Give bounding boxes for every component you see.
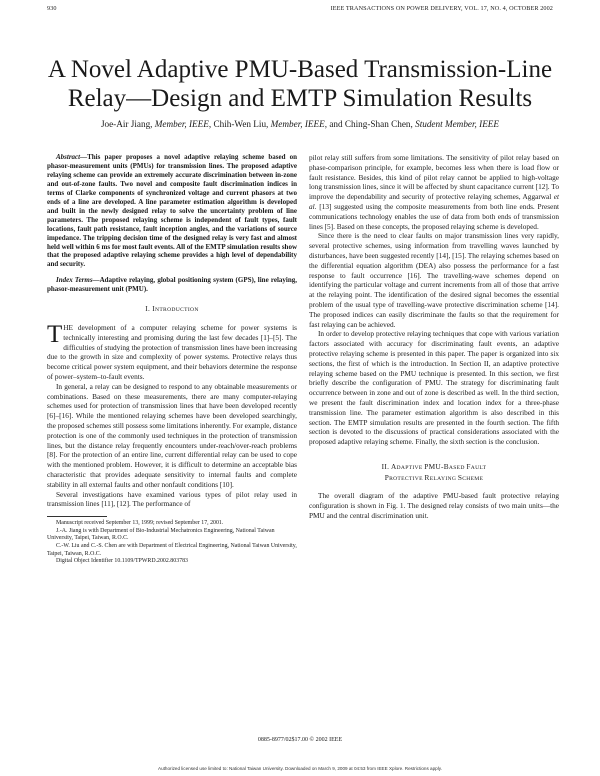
- section-2-pmu: PMU-B: [424, 461, 449, 471]
- page-number: 930: [47, 5, 57, 12]
- section-1-rest: NTRODUCTION: [155, 307, 199, 314]
- authorized-use-notice: Authorized licensed use limited to: National Taiwan University. Downloaded on March 9, 2009 at 04:53 from IEEE Xplore. Restrictions apply.: [158, 766, 442, 771]
- author-list: [30, 118, 570, 130]
- title-line-2: Relay—Design and EMTP Simulation Results: [67, 85, 533, 112]
- copyright-line: 0885-8977/02$17.00 © 2002 IEEE: [257, 737, 343, 743]
- section-2-word-3: AULT: [470, 464, 487, 471]
- index-terms: [47, 276, 297, 294]
- left-column: [47, 153, 297, 566]
- section-2-number: II.: [381, 461, 391, 471]
- footnote-author-1: J.-A. Jiang is with Department of Bio-Industrial Mechatronics Engineering, National Taiwan University, Taipei, Taiwan, R.O.C.: [47, 527, 275, 542]
- section-2-word-6: CHEME: [462, 475, 484, 482]
- abstract-label: Abstract—: [56, 153, 88, 161]
- author-3-role: Student Member, IEEE: [415, 119, 500, 129]
- right-paragraph-2: Since there is the need to clear faults on major transmission lines very rapidly, several protective schemes, using information from travelling waves launched by disturbances, have been suggested recently [14], [15]. The relaying schemes based on the differential equation algorithm (DEA) also possess the performance for a fast response to fault occurrence [16]. The travelling-wave schemes depend on identifying the particular voltage and current increments from all of those that arrive at the relaying point. The identification of the desired signal becomes the essential problem of the usual type of travelling-wave protective discrimination scheme [14]. The proposed indices can easily discriminate the faults so that the requirement for fast relaying can be achieved.: [309, 231, 559, 329]
- abstract: [47, 153, 297, 269]
- title-line-1: A Novel Adaptive PMU-Based Transmission-Line: [47, 56, 553, 83]
- section-2-initial-p: P: [384, 472, 390, 482]
- footnote-author-2-3: C.-W. Liu and C.-S. Chen are with Department of Electrical Engineering, National Taiwan University, Taipei, Taiwan, R.O.C.: [47, 543, 297, 557]
- footnote-doi: Digital Object Identifier 10.1109/TPWRD.2002.803783: [56, 558, 188, 565]
- right-paragraph-3: In order to develop protective relaying techniques that cope with various variation factors associated with accuracy for discriminating fault events, an adaptive protective relaying scheme is presented in this paper. The paper is organized into six sections, the first of which is the introduction. In Section II, an adaptive protective relaying scheme based on the PMU technique is presented. In this section, we first briefly describe the configuration of PMU. The strategy for discriminating fault occurrence between in zone and out of zone is described as well. In the third section, we present the fault discrimination index and location index for a three-phase transmission line. The parameter estimation algorithm is also described in this section. The EMTP simulation results are presented in the fourth section. The fifth section is devoted to the discussions of practical considerations associated with the proposed adaptive relaying scheme. Finally, the sixth section is the conclusion.: [309, 329, 559, 447]
- right-p1-end: [13] suggested using the composite measurements from both line ends. Present communications technology enables the use of data from both ends of transmission lines [5]. Based on these concepts, the proposed relaying scheme is developed.: [309, 201, 559, 231]
- right-paragraph-4: The overall diagram of the adaptive PMU-based fault protective relaying configuration is shown in Fig. 1. The designed relay consists of two main units—the PMU and the central discrimination unit.: [309, 490, 559, 520]
- section-2-word-4: ROTECTIVE: [389, 475, 425, 482]
- author-1-role: Member, IEEE: [154, 119, 209, 129]
- section-heading-adaptive: [309, 462, 559, 484]
- intro-paragraph-3: Several investigations have examined various types of pilot relay used in transmission lines [11], [12]. The performance of: [47, 489, 297, 509]
- section-2-initial-f: F: [466, 461, 471, 471]
- section-2-initial-r: R: [424, 472, 430, 482]
- right-paragraph-1: [309, 153, 559, 231]
- drop-cap: T: [47, 321, 63, 349]
- footnote-divider: [47, 516, 107, 517]
- footnote-received: Manuscript received September 13, 1999; revised September 17, 2001.: [56, 520, 224, 527]
- intro-p1-text: HE development of a computer relaying scheme for power systems is technically interesting and promising during the last few decades [1]–[5]. The difficulties of studying the protection of transmission lines have been increasing due to the growth in size and complexity of power systems. Protective relays thus become critical power system equipment, and their behaviors determine the response of power–system–to-fault events.: [47, 323, 297, 382]
- author-2-role: Member, IEEE: [270, 119, 325, 129]
- section-heading-introduction: [47, 304, 297, 316]
- section-2-word-2: ASED: [448, 464, 467, 471]
- section-1-initial: I: [152, 304, 155, 314]
- right-p1-text: pilot relay still suffers from some limitations. The sensitivity of pilot relay based on phase-comparison principle, for example, becomes less when there is load flow or fault resistance. Besides, this kind of pilot relay cannot be applied to high-voltage long transmission lines, since it will be affected by shunt capacitance current [12]. To improve the dependability and security of protective relaying schemes, Aggarwal: [309, 153, 559, 202]
- intro-paragraph-2: In general, a relay can be designed to respond to any obtainable measurements or combinations. Based on these measurements, there are many computer-relaying schemes used for protection of transmission lines that have been developed recently [6]–[16]. While the mentioned relaying schemes have been developed searchingly, the proposed schemes still possess some limitations inherently. For example, distance protection is one of the commonly used techniques in the protection of transmission lines, but the distance relay frequently encounters under-reach/over-reach problems [8]. For the protection of an entire line, current differential relay can be used to cope with the mentioned problem. However, it is difficult to determine an acceptable bias characteristic that provides adequate sensitivity to internal faults and complete stability in all external faults and other nonfault conditions [10].: [47, 381, 297, 489]
- intro-paragraph-1: [47, 323, 297, 382]
- journal-header: IEEE TRANSACTIONS ON POWER DELIVERY, VOL. 17, NO. 4, OCTOBER 2002: [330, 5, 553, 12]
- right-column: [309, 153, 559, 520]
- paper-title: [30, 55, 570, 113]
- index-terms-text: Adaptive relaying, global positioning system (GPS), line relaying, phasor-measurement unit (PMU).: [47, 276, 298, 294]
- section-2-word-5: ELAYING: [429, 475, 458, 482]
- abstract-text: This paper proposes a novel adaptive relaying scheme based on phasor-measurement units (PMUs) for transmission lines. The proposed adaptive relaying scheme can provide an extremely accurate discrimination between in-zone and out-of-zone faults. Two novel and composite fault discrimination indices in terms of Clarke components of synchronized voltage and current phasors at two ends of a line are developed. A line parameter estimation algorithm is developed and built in the newly designed relay to solve the uncertainty problem of line parameters. The proposed relaying scheme is independent of fault types, fault locations, fault path resistance, fault inception angles, and the variations of source impedance. The tripping decision time of the designed relay is very fast and almost held well within 6 ms for most fault events. All of the EMTP simulation results show that the proposed adaptive relaying scheme provides a high level of dependability and security.: [47, 153, 297, 269]
- index-terms-label: Index Terms—: [56, 276, 100, 285]
- author-2: , Chih-Wen Liu,: [208, 119, 271, 129]
- section-2-initial-s: S: [457, 472, 463, 482]
- section-2-initial: A: [390, 461, 397, 471]
- section-2-word-1: DAPTIVE: [396, 464, 425, 471]
- et-al: et al.: [309, 192, 559, 211]
- author-1: Joe-Air Jiang,: [100, 119, 155, 129]
- author-3: , and Ching-Shan Chen,: [324, 119, 416, 129]
- section-1-number: I.: [145, 304, 153, 314]
